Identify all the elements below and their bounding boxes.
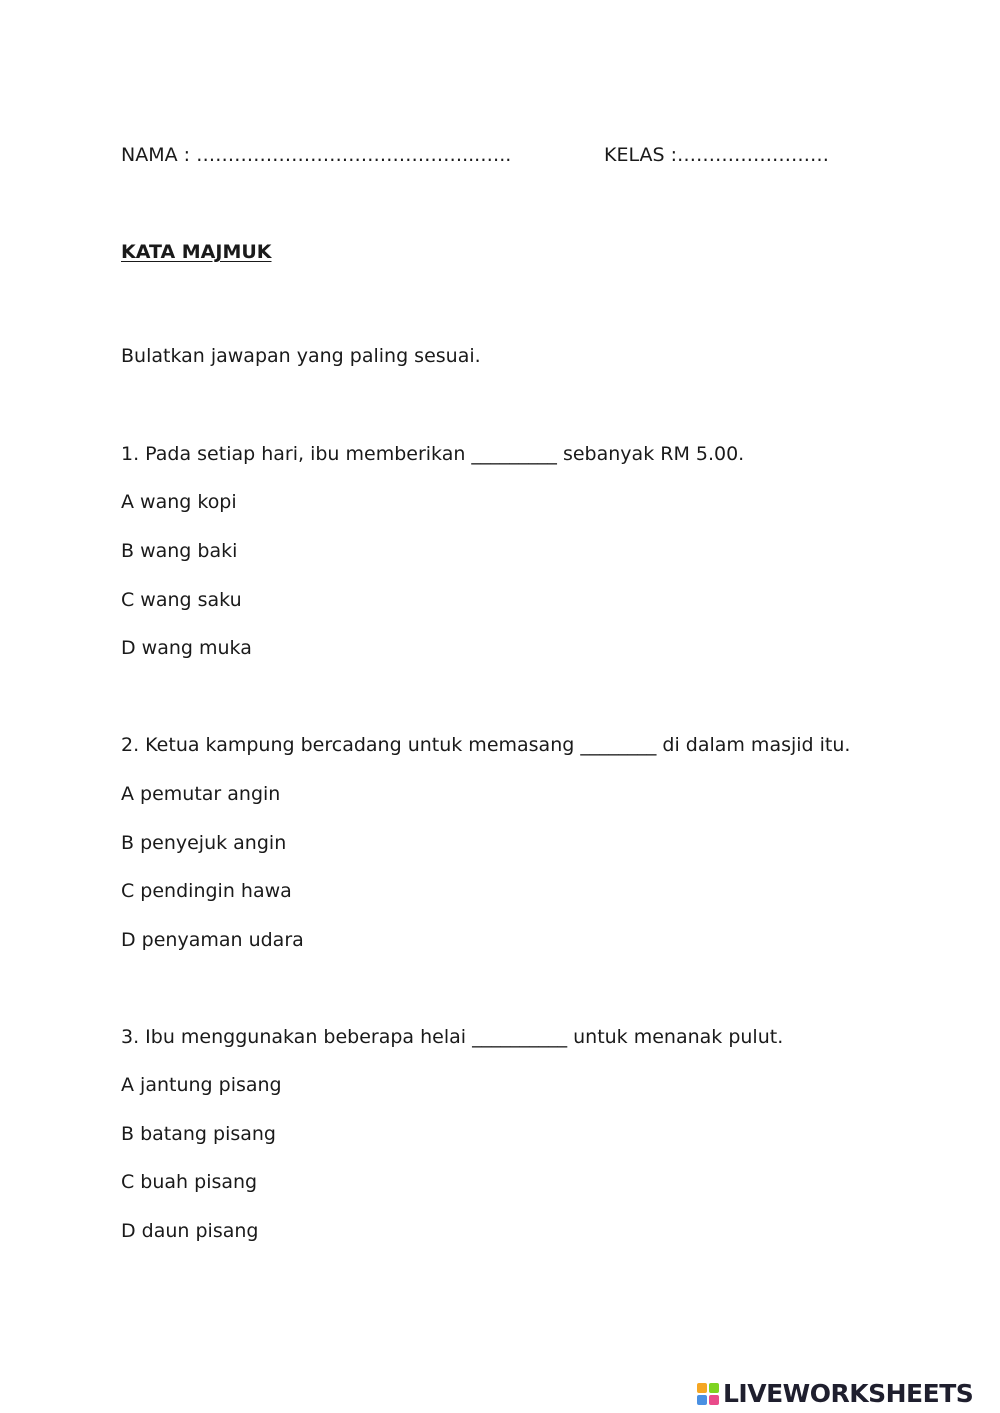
question-2-option-a[interactable]: A pemutar angin bbox=[121, 783, 281, 805]
question-1-option-d[interactable]: D wang muka bbox=[121, 637, 252, 659]
liveworksheets-brand-text: LIVEWORKSHEETS bbox=[723, 1379, 974, 1408]
logo-cell-e bbox=[709, 1395, 719, 1405]
question-1-option-a[interactable]: A wang kopi bbox=[121, 491, 237, 513]
liveworksheets-watermark bbox=[697, 1379, 973, 1409]
question-3-text: 3. Ibu menggunakan beberapa helai __________ untuk menanak pulut. bbox=[121, 1026, 784, 1048]
question-1-text: 1. Pada setiap hari, ibu memberikan _________ sebanyak RM 5.00. bbox=[121, 443, 745, 465]
logo-cell-v bbox=[697, 1395, 707, 1405]
name-field-label: NAMA : ……………………………………...….. bbox=[121, 144, 512, 166]
class-field-label: KELAS :…………………… bbox=[604, 144, 829, 166]
logo-cell-i bbox=[709, 1383, 719, 1393]
liveworksheets-logo-icon bbox=[697, 1383, 719, 1405]
question-3-option-c[interactable]: C buah pisang bbox=[121, 1171, 258, 1193]
worksheet-title: KATA MAJMUK bbox=[121, 241, 272, 263]
question-2-option-d[interactable]: D penyaman udara bbox=[121, 929, 304, 951]
question-3-option-a[interactable]: A jantung pisang bbox=[121, 1074, 282, 1096]
question-2-option-b[interactable]: B penyejuk angin bbox=[121, 832, 287, 854]
question-3-option-b[interactable]: B batang pisang bbox=[121, 1123, 276, 1145]
question-1-option-b[interactable]: B wang baki bbox=[121, 540, 238, 562]
question-1-option-c[interactable]: C wang saku bbox=[121, 589, 242, 611]
question-2-text: 2. Ketua kampung bercadang untuk memasang ________ di dalam masjid itu. bbox=[121, 734, 851, 756]
instruction-text: Bulatkan jawapan yang paling sesuai. bbox=[121, 345, 481, 367]
question-2-option-c[interactable]: C pendingin hawa bbox=[121, 880, 292, 902]
logo-cell-l bbox=[697, 1383, 707, 1393]
question-3-option-d[interactable]: D daun pisang bbox=[121, 1220, 259, 1242]
